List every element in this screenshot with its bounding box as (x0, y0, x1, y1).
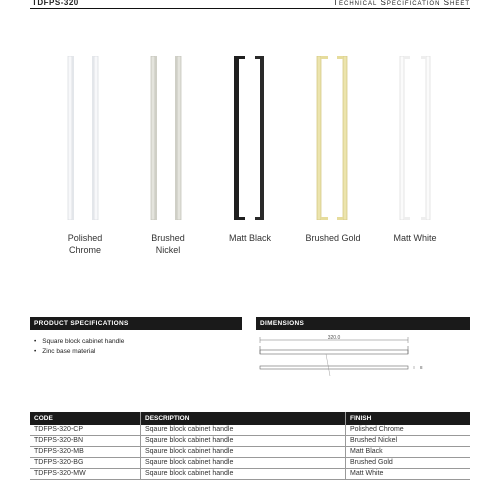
cell-code: TDFPS-320-MB (30, 447, 141, 458)
table-row (30, 469, 470, 480)
product-specs-heading: PRODUCT SPECIFICATIONS (30, 317, 242, 330)
column-header-description: DESCRIPTION (141, 412, 346, 425)
dimension-depth-label: 8 (420, 365, 423, 370)
finish-label-matt-white: Matt White (393, 233, 437, 243)
cell-code: TDFPS-320-BG (30, 458, 141, 469)
product-specs-list (34, 337, 124, 357)
product-code-header: TDFPS-320 (32, 0, 79, 7)
cell-finish: Brushed Nickel (346, 436, 471, 447)
dimension-drawing (256, 332, 470, 378)
cell-finish: Brushed Gold (346, 458, 471, 469)
cell-description: Sqaure block cabinet handle (141, 458, 346, 469)
finish-label-polished-chrome: Polished Chrome (67, 233, 103, 255)
cell-code: TDFPS-320-MW (30, 469, 141, 480)
cell-code: TDFPS-320-CP (30, 425, 141, 436)
column-header-finish: FINISH (346, 412, 471, 425)
cell-finish: Polished Chrome (346, 425, 471, 436)
dimensions-heading: DIMENSIONS (256, 317, 470, 330)
cell-finish: Matt White (346, 469, 471, 480)
dimension-length-label: 320.0 (327, 335, 341, 341)
cell-description: Sqaure block cabinet handle (141, 436, 346, 447)
handle-image-brushed-gold (313, 56, 353, 220)
cell-description: Sqaure block cabinet handle (141, 447, 346, 458)
cell-finish: Matt Black (346, 447, 471, 458)
handle-image-matt-white (396, 56, 436, 220)
finish-label-brushed-nickel: Brushed Nickel (151, 233, 185, 255)
cell-description: Sqaure block cabinet handle (141, 425, 346, 436)
finish-label-brushed-gold: Brushed Gold (305, 233, 361, 243)
table-row (30, 458, 470, 469)
finish-label-matt-black: Matt Black (228, 233, 271, 243)
table-row (30, 425, 470, 436)
handle-image-polished-chrome (64, 56, 104, 220)
table-row (30, 447, 470, 458)
handle-image-matt-black (230, 56, 270, 220)
spec-item: • Square block cabinet handle (34, 337, 124, 347)
sheet-title: Technical Specification Sheet (333, 0, 470, 7)
table-row (30, 436, 470, 447)
column-header-code: CODE (30, 412, 141, 425)
header-divider (30, 8, 470, 9)
cell-description: Sqaure block cabinet handle (141, 469, 346, 480)
table-header-row (30, 412, 470, 425)
product-code-table (30, 412, 470, 480)
handle-image-brushed-nickel (147, 56, 187, 220)
cell-code: TDFPS-320-BN (30, 436, 141, 447)
spec-item: • Zinc base material (34, 347, 124, 357)
